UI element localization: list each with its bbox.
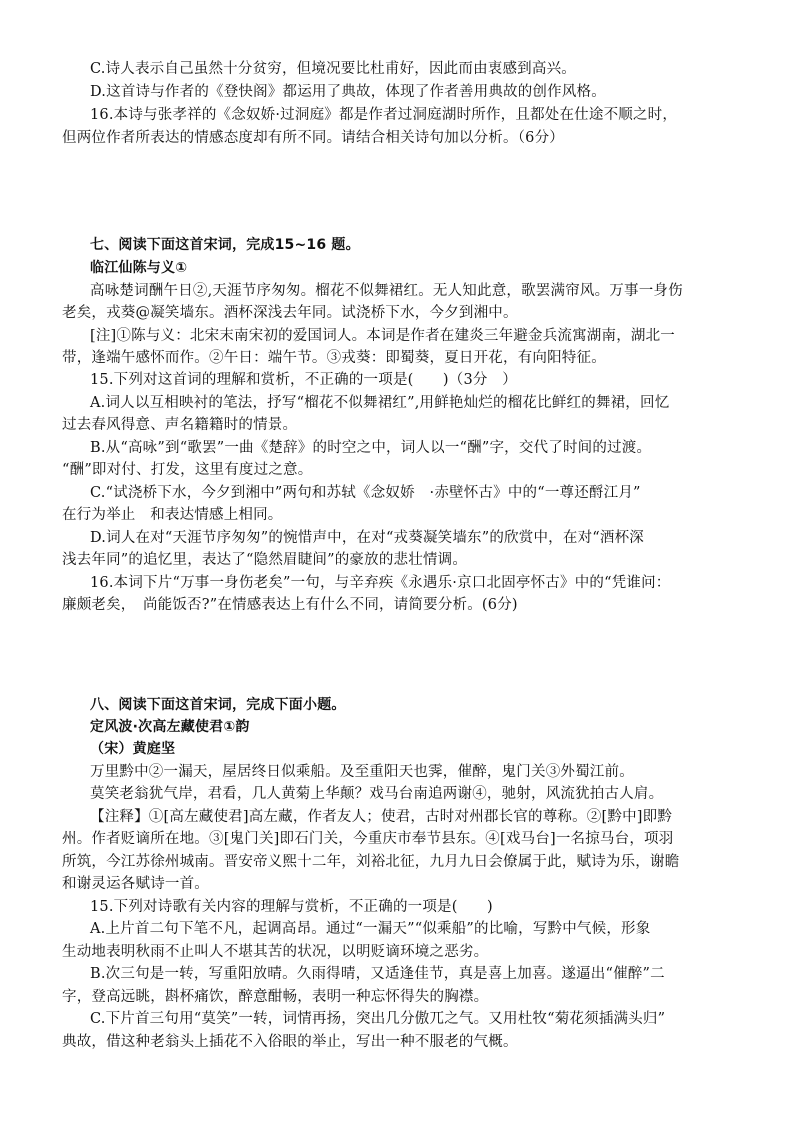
option-line: 生动地表明秋雨不止叫人不堪其苦的状况，以明贬谪环境之恶劣。 [62,944,489,960]
option-line: 过去春风得意、声名籍籍时的情景。 [62,417,298,433]
option-line: B.从“高咏”到“歌罢”一曲《楚辞》的时空之中，词人以一“酬”字，交代了时间的过渡。 [90,440,652,456]
option-line: 典故，借这种老翁头上插花不入俗眼的举止，写出一种不服老的气概。 [62,1034,518,1050]
section-heading: 七、阅读下面这首宋词，完成15~16 题。 [90,237,360,253]
option-line: A.词人以互相映衬的笔法，抒写“榴花不似舞裙红”,用鲜艳灿烂的榴花比鲜红的舞裙，回忆 [90,395,670,411]
section-heading: 八、阅读下面这首宋词，完成下面小题。 [90,697,346,713]
option-d-line: D.这首诗与作者的《登快阁》都运用了典故，体现了作者善用典故的创作风格。 [90,84,606,100]
note-line: 【注释】①[高左藏使君]高左藏，作者友人；使君，古时对州郡长官的尊称。②[黔中]即黔 [90,809,673,825]
option-line: “酬”即对付、打发，这里有度过之意。 [62,462,313,478]
question-16-line: 但两位作者所表达的情感态度却有所不同。请结合相关诗句加以分析。（6分） [62,130,564,146]
poem-line: 高咏楚词酬午日②,天涯节序匆匆。榴花不似舞裙红。无人知此意，歌罢满帘风。万事一身伤 [90,283,683,299]
poem-title: 临江仙陈与义① [90,260,188,276]
note-line: 所筑，今江苏徐州城南。晋安帝义熙十二年，刘裕北征，九月九日会僚属于此，赋诗为乐，谢瞻 [62,854,680,870]
poem-line: 老矣，戎葵@凝笑墙东。酒杯深浅去年同。试浇桥下水，今夕到湘中。 [62,305,518,321]
option-line: C.下片首三句用“莫笑”一转，词情再扬，突出几分傲兀之气。又用杜牧“菊花须插满头归” [90,1011,666,1027]
option-line: 浅去年同”的追忆里，表达了“隐然眉睫间”的豪放的悲壮情调。 [62,552,468,568]
poem-author: （宋）黄庭坚 [90,741,176,757]
note-line: 州。作者贬谪所在地。③[鬼门关]即石门关，今重庆市奉节县东。④[戏马台]一名掠马台，项羽 [62,831,674,847]
question-line: 16.本词下片“万事一身伤老矣”一句，与辛弃疾《永遇乐·京口北固亭怀古》中的“凭谁问： [90,575,671,591]
note-line: 和谢灵运各赋诗一首。 [62,876,209,892]
question-line: 廉颇老矣， 尚能饭否?”在情感表达上有什么不同，请简要分析。(6分) [62,597,518,613]
option-line: C.“试浇桥下水，今夕到湘中”两句和苏轼《念奴娇 ·赤壁怀古》中的“一尊还酹江月” [90,485,641,501]
option-line: D.词人在对“天涯节序匆匆”的惋惜声中，在对“戎葵凝笑墙东”的欣赏中，在对“酒杯深 [90,530,644,546]
poem-line: 万里黔中②一漏天，屋居终日似乘船。及至重阳天也霁，催醉，鬼门关③外蜀江前。 [90,764,634,780]
option-line: 在行为举止 和表达情感上相同。 [62,507,283,523]
poem-title: 定风波·次高左藏使君①韵 [90,719,250,735]
note-line: 带，逢端午感怀而作。②午日：端午节。③戎葵：即蜀葵，夏日开花，有向阳特征。 [62,350,606,366]
option-line: 字，登高远眺，斟杯痛饮，醉意酣畅，表明一种忘怀得失的胸襟。 [62,989,489,1005]
question-line: 15.下列对这首词的理解和赏析，不正确的一项是( )（3分 ） [90,372,517,388]
option-c-line: C.诗人表示自己虽然十分贫穷，但境况要比杜甫好，因此而由衷感到高兴。 [90,61,576,77]
question-line: 15.下列对诗歌有关内容的理解与赏析，不正确的一项是( ) [90,899,493,915]
question-16-line: 16.本诗与张孝祥的《念奴娇·过洞庭》都是作者过洞庭湖时所作，且都处在仕途不顺之时， [90,107,678,123]
option-line: B.次三句是一转，写重阳放晴。久雨得晴，又适逢佳节，真是喜上加喜。遂逼出“催醉”二 [90,966,665,982]
note-line: [注]①陈与义：北宋末南宋初的爱国词人。本词是作者在建炎三年避金兵流寓湖南，湖北一 [90,328,676,344]
option-line: A.上片首二句下笔不凡，起调高昂。通过“一漏天”“似乘船”的比喻，写黔中气候，形象 [90,921,651,937]
poem-line: 莫笑老翁犹气岸，君看，几人黄菊上华颠？戏马台南追两谢④，驰射，风流犹拍古人肩。 [90,786,664,802]
